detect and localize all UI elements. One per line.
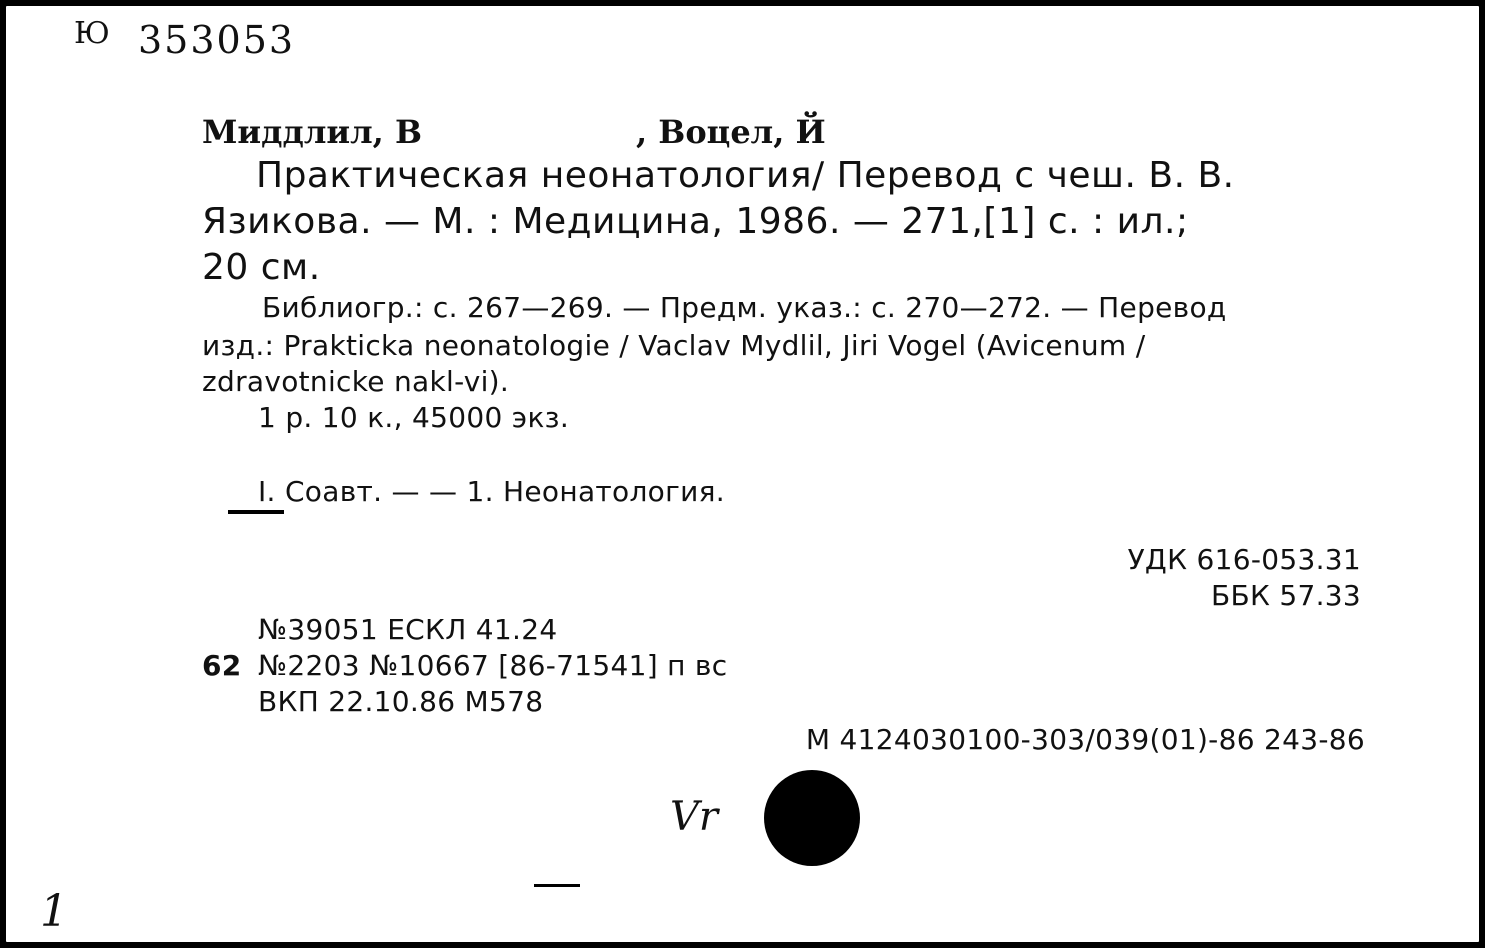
title-line-2: Язикова. — М. : Медицина, 1986. — 271,[1] с. : ил.;	[202, 201, 1189, 242]
author-second: , Воцел, Й	[636, 113, 826, 151]
catalog-line-3: ВКП 22.10.86 М578	[258, 685, 544, 718]
notes-line-1: Библиогр.: с. 267—269. — Предм. указ.: с. 270—272. — Перевод	[262, 291, 1227, 324]
subject-line: I. Соавт. — — 1. Неонатология.	[258, 475, 725, 508]
catalog-line-1: №39051 ЕСКЛ 41.24	[258, 613, 558, 646]
punch-hole	[764, 770, 860, 866]
catalog-card	[4, 4, 1481, 944]
title-line-3: 20 см.	[202, 247, 321, 288]
udk-code: УДК 616-053.31	[1127, 543, 1361, 576]
stamp-prefix: Ю	[74, 16, 112, 51]
price-line: 1 р. 10 к., 45000 экз.	[258, 401, 570, 434]
subject-underline	[228, 510, 284, 514]
publication-code: М 4124030100-303/039(01)-86 243-86	[805, 723, 1365, 756]
inventory-stamp: 353053	[138, 18, 296, 62]
bottom-dash	[534, 884, 580, 887]
bbk-code: ББК 57.33	[1210, 579, 1361, 612]
notes-line-3: zdravotnicke nakl-vi).	[202, 365, 510, 398]
notes-line-2: изд.: Prakticka neonatologie / Vaclav Mydlil, Jiri Vogel (Avicenum /	[202, 329, 1146, 362]
catalog-prefix: 62	[202, 649, 242, 682]
author-first: Миддлил, В	[202, 113, 422, 151]
corner-mark: 1	[40, 886, 68, 937]
title-line-1: Практическая неонатология/ Перевод с чеш. В. В.	[256, 155, 1235, 196]
handwritten-mark: Vr	[670, 794, 719, 840]
catalog-line-2: №2203 №10667 [86-71541] п вс	[258, 649, 728, 682]
